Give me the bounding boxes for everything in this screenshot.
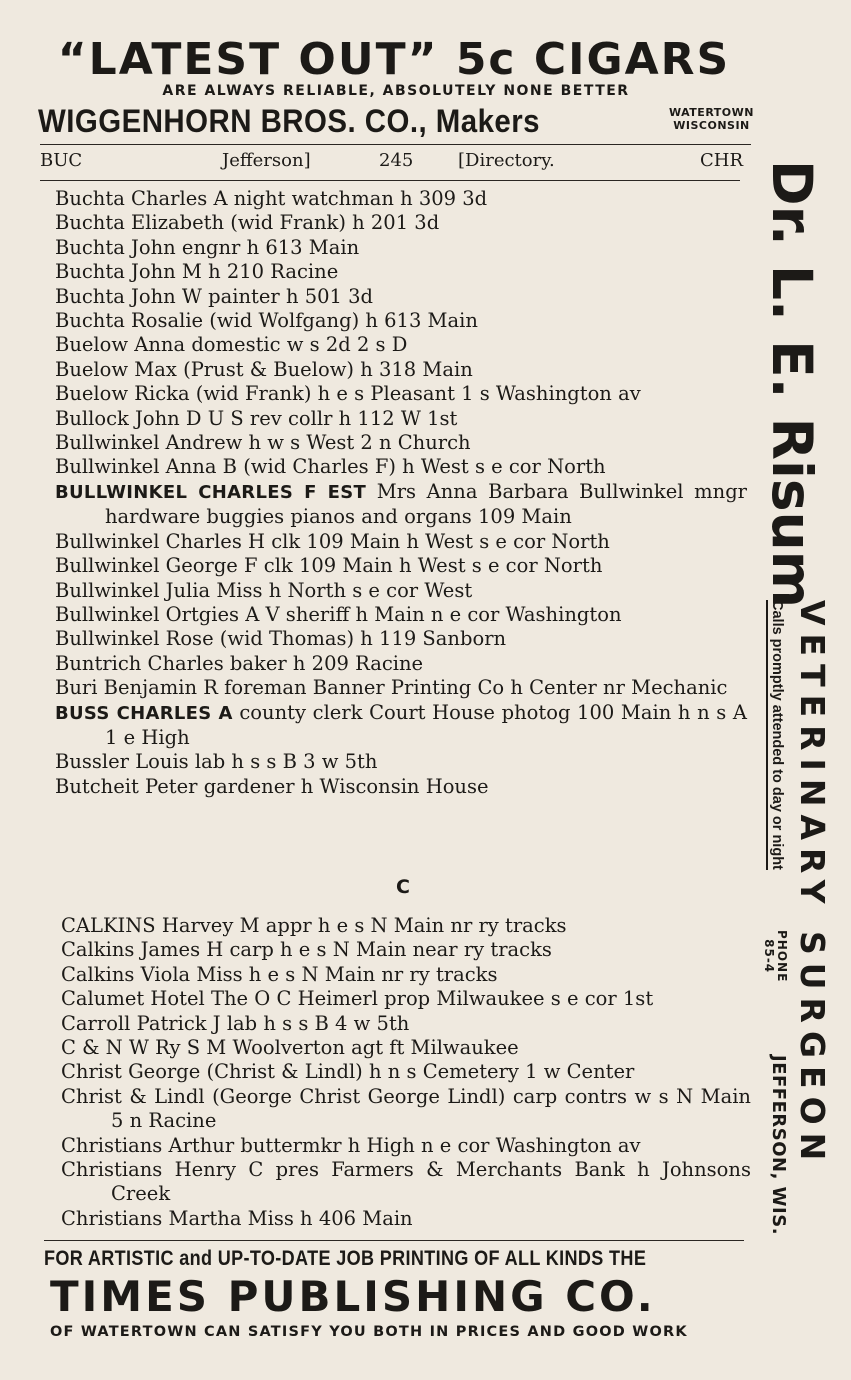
entry-text: Buelow Max (Prust & Buelow) h 318 Main — [55, 357, 473, 381]
directory-entry — [55, 530, 747, 554]
entry-text: C & N W Ry S M Woolverton agt ft Milwaukee — [61, 1036, 519, 1060]
directory-entry — [55, 358, 747, 382]
top-ad-city-line2: WISCONSIN — [673, 119, 750, 132]
top-ad-maker: WIGGENHORN BROS. CO., Makers — [38, 103, 540, 139]
vet-phone — [762, 930, 788, 982]
entry-text: CALKINS Harvey M appr h e s N Main nr ry tracks — [61, 914, 567, 937]
directory-entries-c — [61, 914, 751, 1231]
directory-entry — [61, 1085, 751, 1134]
entry-text: Buelow Ricka (wid Frank) h e s Pleasant 1 s Washington av — [55, 382, 641, 406]
entry-text: Christians Arthur buttermkr h High n e cor Washington av — [61, 1133, 641, 1157]
running-head-town: Jefferson] — [222, 150, 311, 171]
directory-entry — [55, 652, 747, 676]
entry-text: Bussler Louis lab h s s B 3 w 5th — [55, 750, 378, 774]
directory-entry — [55, 701, 747, 751]
bottom-ad-line1: FOR ARTISTIC and UP-TO-DATE JOB PRINTING OF ALL KINDS THE — [44, 1247, 647, 1270]
entry-text: Bullwinkel Julia Miss h North s e cor West — [55, 578, 473, 602]
entry-text: Christ George (Christ & Lindl) h n s Cemetery 1 w Center — [61, 1060, 635, 1084]
header-rule — [40, 180, 740, 181]
top-ad-city — [669, 106, 754, 132]
entry-text: Bullwinkel Charles H clk 109 Main h West s e cor North — [55, 529, 610, 553]
bottom-advertisement — [44, 1246, 774, 1342]
entry-text: Calkins Viola Miss h e s N Main nr ry tracks — [61, 962, 498, 986]
directory-entry — [61, 987, 751, 1011]
directory-entry — [61, 1158, 751, 1207]
entry-text: Christians Martha Miss h 406 Main — [61, 1206, 413, 1230]
entry-text: Bullwinkel Anna B (wid Charles F) h West s e cor North — [55, 455, 606, 479]
directory-entry — [61, 914, 751, 938]
top-advertisement — [36, 36, 756, 142]
directory-entry — [55, 382, 747, 406]
directory-entry — [61, 1134, 751, 1158]
directory-entry — [55, 627, 747, 651]
directory-entry — [55, 407, 747, 431]
bottom-rule — [44, 1240, 744, 1241]
vet-phone-number: 85-4 — [762, 939, 776, 974]
directory-entry — [55, 333, 747, 357]
directory-entry — [55, 750, 747, 774]
running-head-left: BUC — [40, 150, 83, 171]
entry-text: Butcheit Peter gardener h Wisconsin House — [55, 774, 489, 798]
vet-phone-label: PHONE — [775, 930, 789, 983]
entry-text: Carroll Patrick J lab h s s B 4 w 5th — [61, 1011, 410, 1035]
directory-entry — [55, 260, 747, 284]
section-letter-text: C — [396, 876, 410, 898]
vet-title: VETERINARY SURGEON — [793, 600, 832, 1169]
running-head-right: CHR — [700, 150, 744, 171]
entry-text: Bullwinkel Andrew h w s West 2 n Church — [55, 431, 471, 455]
entry-text: Christians Henry C pres Farmers & Merchants Bank h Johnsons Creek — [61, 1158, 751, 1206]
entry-text: Buelow Anna domestic w s 2d 2 s D — [55, 333, 408, 357]
entry-text: Buchta John engnr h 613 Main — [55, 235, 360, 259]
directory-entry — [61, 1060, 751, 1084]
entry-text: Buchta Rosalie (wid Wolfgang) h 613 Main — [55, 309, 478, 333]
vet-city: JEFFERSON, WIS. — [768, 1055, 789, 1236]
directory-entry — [61, 938, 751, 962]
directory-entry — [55, 676, 747, 700]
directory-entry — [55, 309, 747, 333]
directory-entry — [55, 579, 747, 603]
entry-text: Buri Benjamin R foreman Banner Printing Co h Center nr Mechanic — [55, 676, 728, 700]
entry-bold-name: BULLWINKEL CHARLES F EST — [55, 481, 367, 503]
entry-text: Buchta Charles A night watchman h 309 3d — [55, 187, 488, 210]
entry-text: Bullock John D U S rev collr h 112 W 1st — [55, 406, 458, 430]
entry-text: county clerk Court House photog 100 Main h n s A 1 e High — [105, 700, 747, 749]
entry-bold-name: BUSS CHARLES A — [55, 702, 233, 724]
top-ad-headline: “LATEST OUT” 5c CIGARS — [57, 34, 731, 85]
entry-text: Bullwinkel Rose (wid Thomas) h 119 Sanborn — [55, 627, 507, 651]
directory-entry — [61, 1036, 751, 1060]
directory-entry — [61, 1012, 751, 1036]
vet-name: Dr. L. E. Risum — [760, 160, 824, 609]
directory-entry — [55, 211, 747, 235]
directory-entry — [55, 603, 747, 627]
top-rule — [40, 144, 751, 145]
directory-entry — [61, 1207, 751, 1231]
directory-entry — [55, 480, 747, 530]
entry-text: Buntrich Charles baker h 209 Racine — [55, 651, 424, 675]
directory-entry — [55, 554, 747, 578]
directory-entry — [55, 285, 747, 309]
entry-text: Calkins James H carp h e s N Main near ry tracks — [61, 938, 552, 962]
section-c-heading — [55, 850, 747, 922]
section-letter — [55, 863, 747, 911]
entry-text: Bullwinkel George F clk 109 Main h West s e cor North — [55, 554, 603, 578]
top-ad-tagline: ARE ALWAYS RELIABLE, ABSOLUTELY NONE BETTER — [162, 83, 630, 99]
entry-text: Buchta John W painter h 501 3d — [55, 284, 374, 308]
directory-entries-b — [55, 187, 747, 799]
bottom-ad-line3: OF WATERTOWN CAN SATISFY YOU BOTH IN PRICES AND GOOD WORK — [50, 1324, 688, 1340]
entry-text: Calumet Hotel The O C Heimerl prop Milwaukee s e cor 1st — [61, 987, 654, 1011]
side-advertisement — [760, 150, 840, 1236]
entry-text: Bullwinkel Ortgies A V sheriff h Main n e cor Washington — [55, 602, 622, 626]
running-header — [40, 150, 758, 174]
top-ad-city-line1: WATERTOWN — [669, 106, 754, 119]
entry-text: Buchta Elizabeth (wid Frank) h 201 3d — [55, 211, 440, 235]
top-ad-maker-row — [36, 102, 756, 142]
page-number: 245 — [379, 150, 414, 171]
entry-text: Christ & Lindl (George Christ George Lindl) carp contrs w s N Main 5 n Racine — [61, 1084, 751, 1133]
directory-entry — [55, 431, 747, 455]
directory-entry — [55, 455, 747, 479]
vet-calls: Calls promptly attended to day or night — [769, 600, 785, 870]
vet-calls-rule — [766, 600, 769, 870]
running-head-title: [Directory. — [458, 150, 555, 171]
bottom-ad-company: TIMES PUBLISHING CO. — [50, 1272, 656, 1321]
directory-entry — [55, 775, 747, 799]
entry-text: Mrs Anna Barbara Bullwinkel mngr hardware buggies pianos and organs 109 Main — [105, 479, 747, 529]
directory-entry — [61, 963, 751, 987]
directory-entry — [55, 187, 747, 211]
directory-entry — [55, 236, 747, 260]
entry-text: Buchta John M h 210 Racine — [55, 260, 339, 284]
